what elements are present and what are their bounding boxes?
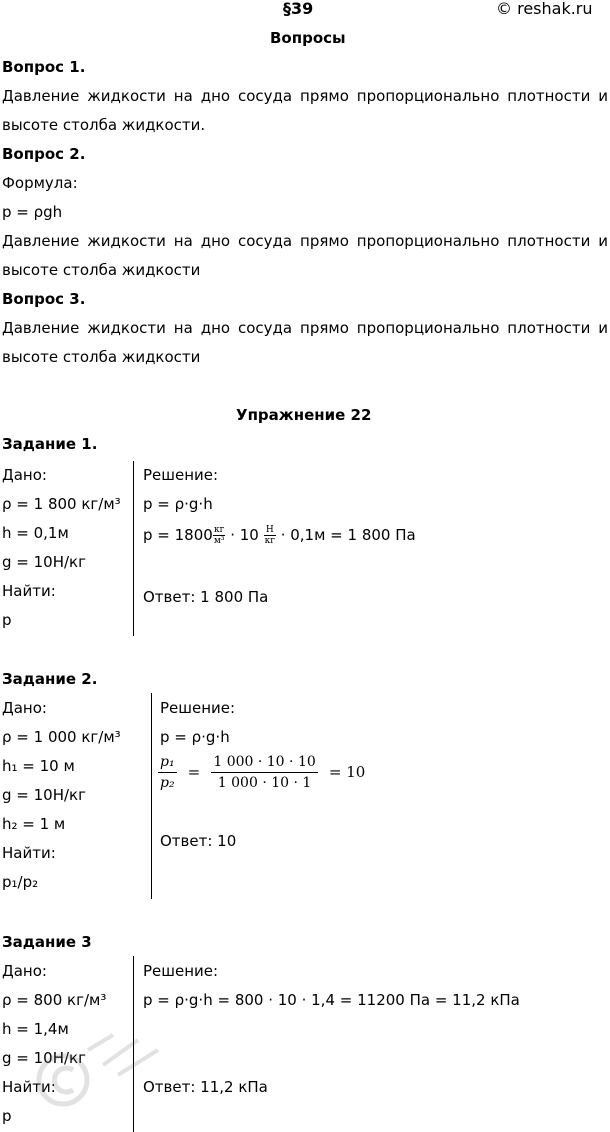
unit-2-numerator: Н (264, 525, 276, 536)
task-2-given-gravity: g = 10Н/кг (2, 786, 86, 804)
task-1-find-label: Найти: (2, 582, 56, 600)
task-1-given-density: ρ = 1 800 кг/м³ (2, 495, 121, 513)
task-2-divider (151, 693, 152, 899)
question-1-line-1: Давление жидкости на дно сосуда прямо пропорционально плотности и (2, 87, 608, 105)
task-2-result: = 10 (328, 763, 366, 781)
question-3-line-2: высоте столба жидкости (2, 348, 201, 366)
question-3-line-1: Давление жидкости на дно сосуда прямо пропорционально плотности и (2, 319, 608, 337)
equals-sign: = (187, 763, 201, 781)
task-1-given-gravity: g = 10Н/кг (2, 553, 86, 571)
question-2-line-1: Давление жидкости на дно сосуда прямо пропорционально плотности и (2, 232, 608, 250)
task-3-given-height: h = 1,4м (2, 1020, 69, 1038)
task-1-calc-mid: · 10 (225, 526, 264, 544)
calc-numerator: 1 000 · 10 · 10 (211, 752, 317, 773)
task-2-title: Задание 2. (2, 670, 98, 688)
question-1-line-2: высоте столба жидкости. (2, 116, 206, 134)
task-3-formula: p = ρ·g·h = 800 · 10 · 1,4 = 11200 Па = 11,2 кПа (143, 991, 520, 1009)
question-2-line-2: высоте столба жидкости (2, 261, 201, 279)
pressure-ratio-fraction (158, 752, 177, 793)
task-2-given-density: ρ = 1 000 кг/м³ (2, 728, 121, 746)
task-2-given-height-2: h₂ = 1 м (2, 815, 66, 833)
calc-denominator: 1 000 · 10 · 1 (217, 775, 312, 791)
task-3-divider (133, 956, 134, 1132)
task-1-given-height: h = 0,1м (2, 524, 69, 542)
task-1-answer: Ответ: 1 800 Па (143, 588, 269, 606)
task-2-answer: Ответ: 10 (160, 832, 237, 850)
task-1-given-label: Дано: (2, 466, 47, 484)
task-2-find-value: p₁/p₂ (2, 873, 39, 891)
task-2-solution-label: Решение: (160, 699, 236, 717)
task-3-title: Задание 3 (2, 933, 92, 951)
task-3-find-value: p (2, 1107, 12, 1125)
section-number: §39 (283, 0, 314, 18)
watermark-strokes (88, 1035, 158, 1075)
question-2-formula: p = ρgh (2, 203, 63, 221)
exercise-title: Упражнение 22 (236, 406, 372, 424)
unit-fraction-kg-m3 (213, 525, 226, 546)
task-1-solution-label: Решение: (143, 466, 219, 484)
page-title: Вопросы (270, 29, 346, 47)
task-1-divider (133, 461, 134, 636)
task-3-answer: Ответ: 11,2 кПа (143, 1078, 268, 1096)
site-copyright: © reshak.ru (496, 0, 593, 18)
question-3-title: Вопрос 3. (2, 290, 86, 308)
unit-2-denominator: кг (264, 536, 275, 546)
question-2-formula-label: Формула: (2, 174, 78, 192)
task-3-given-density: ρ = 800 кг/м³ (2, 991, 107, 1009)
question-2-title: Вопрос 2. (2, 145, 86, 163)
question-1-title: Вопрос 1. (2, 58, 86, 76)
unit-1-denominator: м³ (213, 536, 225, 546)
calculation-fraction (211, 752, 317, 793)
unit-1-numerator: кг (213, 525, 225, 535)
task-1-title: Задание 1. (2, 435, 98, 453)
task-2-given-label: Дано: (2, 699, 47, 717)
unit-fraction-n-kg (264, 525, 276, 546)
task-3-given-gravity: g = 10Н/кг (2, 1049, 86, 1067)
task-1-find-value: p (2, 611, 12, 629)
task-1-calc-suffix: · 0,1м = 1 800 Па (275, 526, 416, 544)
task-3-given-label: Дано: (2, 962, 47, 980)
task-2-formula: p = ρ·g·h (160, 728, 230, 746)
task-2-ratio-equation (158, 752, 365, 793)
task-3-find-label: Найти: (2, 1078, 56, 1096)
ratio-denominator: p₂ (160, 775, 175, 791)
task-1-formula: p = ρ·g·h (143, 495, 213, 513)
task-2-given-height-1: h₁ = 10 м (2, 757, 75, 775)
task-1-calc-prefix: p = 1800 (143, 526, 213, 544)
task-1-calculation (143, 521, 416, 550)
ratio-numerator: p₁ (158, 752, 177, 773)
task-2-find-label: Найти: (2, 844, 56, 862)
task-3-solution-label: Решение: (143, 962, 219, 980)
